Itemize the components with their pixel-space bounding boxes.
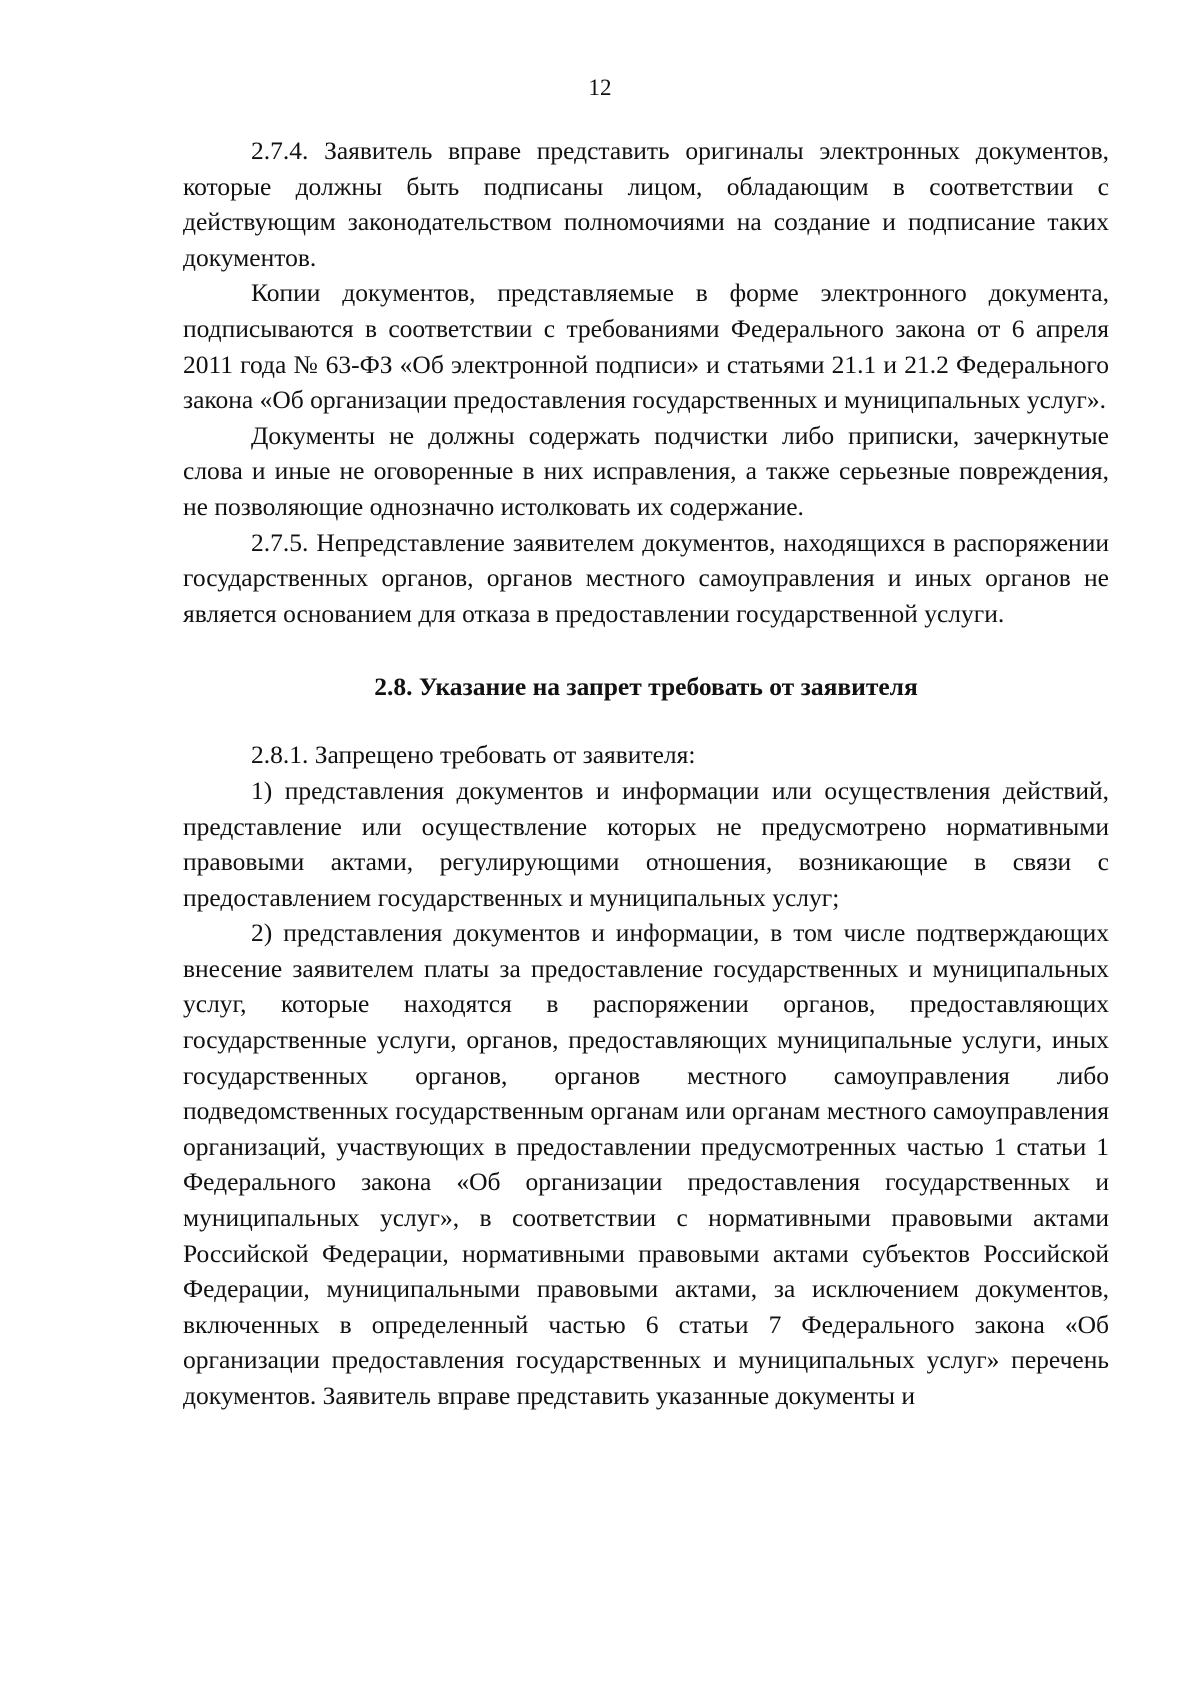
section-heading-2-8: 2.8. Указание на запрет требовать от заявителя [374,672,918,702]
page-number: 12 [588,75,612,100]
paragraph-electronic-copies: Копии документов, представляемые в форме электронного документа, подписываются в соответствии с требованиями Федерального закона от 6 апреля 2011 года № 63-ФЗ «Об электронной подписи» и статьями 21.1 и 21.2 Федерального закона «Об организации предоставления государственных и муниципальных услуг». [183,278,1109,415]
list-item-2: 2) представления документов и информации, в том числе подтверждающих внесение заявителем платы за предоставление государственных и муниципальных услуг, которые находятся в распоряжении органов, предоставляющих государственные услуги, органов, предоставляющих муниципальные услуги, иных государственных органов, органов местного самоуправления либо подведомственных государственным органам или органам местного самоуправления организаций, участвующих в предоставлении предусмотренных частью 1 статьи 1 Федерального закона «Об организации предоставления государственных и муниципальных услуг», в соответствии с нормативными правовыми актами Российской Федерации, нормативными правовыми актами субъектов Российской Федерации, муниципальными правовыми актами, за исключением документов, включенных в определенный частью 6 статьи 7 Федерального закона «Об организации предоставления государственных и муниципальных услуг» перечень документов. Заявитель вправе представить указанные документы и [183,918,1109,1410]
document-body [183,133,1109,1414]
list-item-1: 1) представления документов и информации или осуществления действий, представление или осуществление которых не предусмотрено нормативными правовыми актами, регулирующими отношения, возникающие в связи с предоставлением государственных и муниципальных услуг; [183,775,1109,912]
paragraph-document-requirements: Документы не должны содержать подчистки либо приписки, зачеркнутые слова и иные не оговоренные в них исправления, а также серьезные повреждения, не позволяющие однозначно истолковать их содержание. [183,420,1109,521]
paragraph-2-8-1: 2.8.1. Запрещено требовать от заявителя: [251,740,696,770]
paragraph-2-7-5: 2.7.5. Непредставление заявителем документов, находящихся в распоряжении государственных органов, органов местного самоуправления и иных органов не является основанием для отказа в предоставлении государственной услуги. [183,527,1109,628]
paragraph-2-7-4: 2.7.4. Заявитель вправе представить оригиналы электронных документов, которые должны быть подписаны лицом, обладающим в соответствии с действующим законодательством полномочиями на создание и подписание таких документов. [183,136,1109,272]
